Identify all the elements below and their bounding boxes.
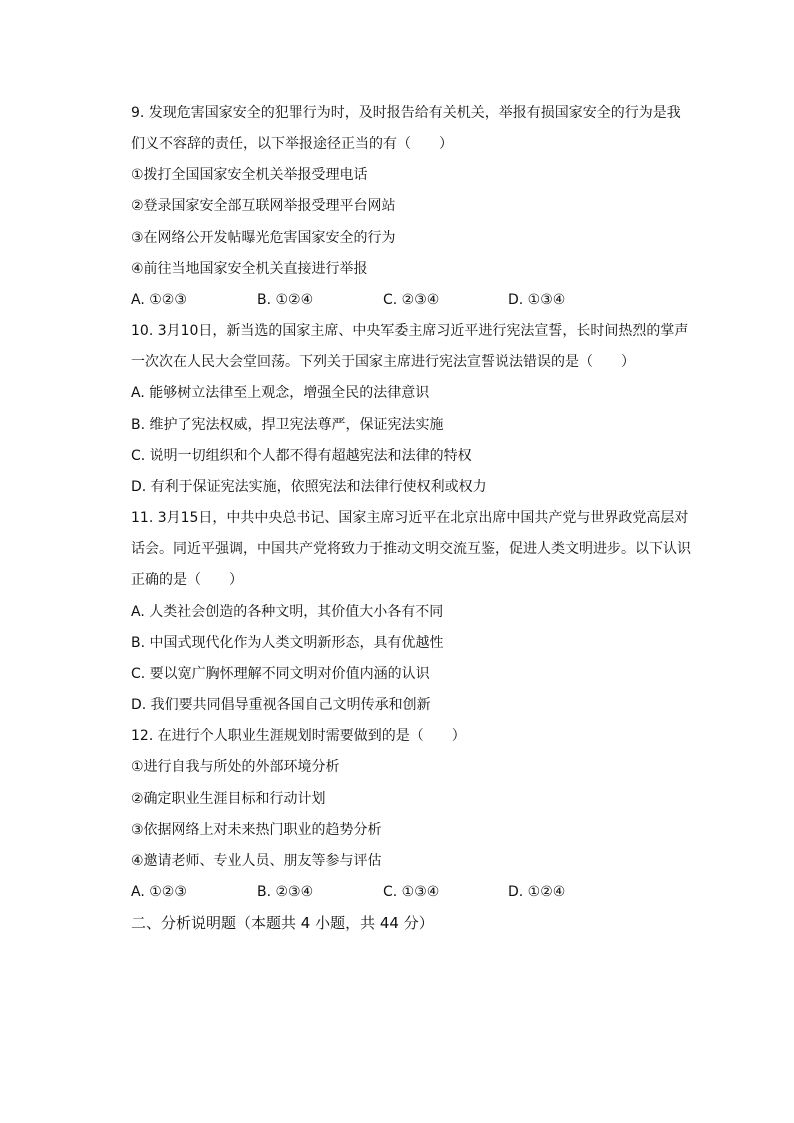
q11-stem-line-1: 11. 3月15日，中共中央总书记、国家主席习近平在北京出席中国共产党与世界政党高层对	[131, 510, 689, 526]
q9-item-1: ①拨打全国国家安全机关举报受理电话	[131, 167, 368, 183]
q10-option-d: D. 有利于保证宪法实施，依照宪法和法律行使权利或权力	[131, 479, 487, 495]
q10-option-c: C. 说明一切组织和个人都不得有超越宪法和法律的特权	[131, 448, 472, 464]
q12-choice-d: D. ①②④	[508, 884, 566, 900]
q9-stem-line-1: 9. 发现危害国家安全的犯罪行为时，及时报告给有关机关，举报有损国家安全的行为是我	[131, 105, 681, 121]
q9-item-3: ③在网络公开发帖曝光危害国家安全的行为	[131, 230, 396, 246]
q12-item-2: ②确定职业生涯目标和行动计划	[131, 791, 326, 807]
q12-choice-a: A. ①②③	[131, 884, 187, 900]
q12-choice-c: C. ①③④	[383, 884, 440, 900]
q9-choice-c: C. ②③④	[383, 292, 440, 308]
q11-option-a: A. 人类社会创造的各种文明，其价值大小各有不同	[131, 604, 444, 620]
q10-stem-line-2: 一次次在人民大会堂回荡。下列关于国家主席进行宪法宣誓说法错误的是（ ）	[131, 354, 635, 370]
q10-stem-line-1: 10. 3月10日，新当选的国家主席、中央军委主席习近平进行宪法宣誓，长时间热烈的掌声	[131, 323, 689, 339]
q9-item-4: ④前往当地国家安全机关直接进行举报	[131, 261, 368, 277]
q9-item-2: ②登录国家安全部互联网举报受理平台网站	[131, 198, 396, 214]
q11-option-b: B. 中国式现代化作为人类文明新形态，具有优越性	[131, 635, 444, 651]
q10-option-b: B. 维护了宪法权威，捍卫宪法尊严，保证宪法实施	[131, 417, 444, 433]
q12-item-3: ③依据网络上对未来热门职业的趋势分析	[131, 822, 382, 838]
q12-item-1: ①进行自我与所处的外部环境分析	[131, 759, 340, 775]
q11-option-c: C. 要以宽广胸怀理解不同文明对价值内涵的认识	[131, 666, 430, 682]
q12-stem-line-1: 12. 在进行个人职业生涯规划时需要做到的是（ ）	[131, 728, 466, 744]
section-heading: 二、分析说明题（本题共 4 小题，共 44 分）	[131, 914, 434, 932]
q10-option-a: A. 能够树立法律至上观念，增强全民的法律意识	[131, 385, 430, 401]
q12-item-4: ④邀请老师、专业人员、朋友等参与评估	[131, 853, 382, 869]
q12-choice-b: B. ②③④	[257, 884, 314, 900]
q11-option-d: D. 我们要共同倡导重视各国自己文明传承和创新	[131, 697, 431, 713]
q11-stem-line-2: 话会。同近平强调，中国共产党将致力于推动文明交流互鉴，促进人类文明进步。以下认识	[131, 541, 691, 557]
q9-stem-line-2: 们义不容辞的责任，以下举报途径正当的有（ ）	[131, 136, 453, 152]
q9-choice-d: D. ①③④	[508, 292, 566, 308]
q9-choice-a: A. ①②③	[131, 292, 187, 308]
q9-choice-b: B. ①②④	[257, 292, 314, 308]
q11-stem-line-3: 正确的是（ ）	[131, 572, 243, 588]
